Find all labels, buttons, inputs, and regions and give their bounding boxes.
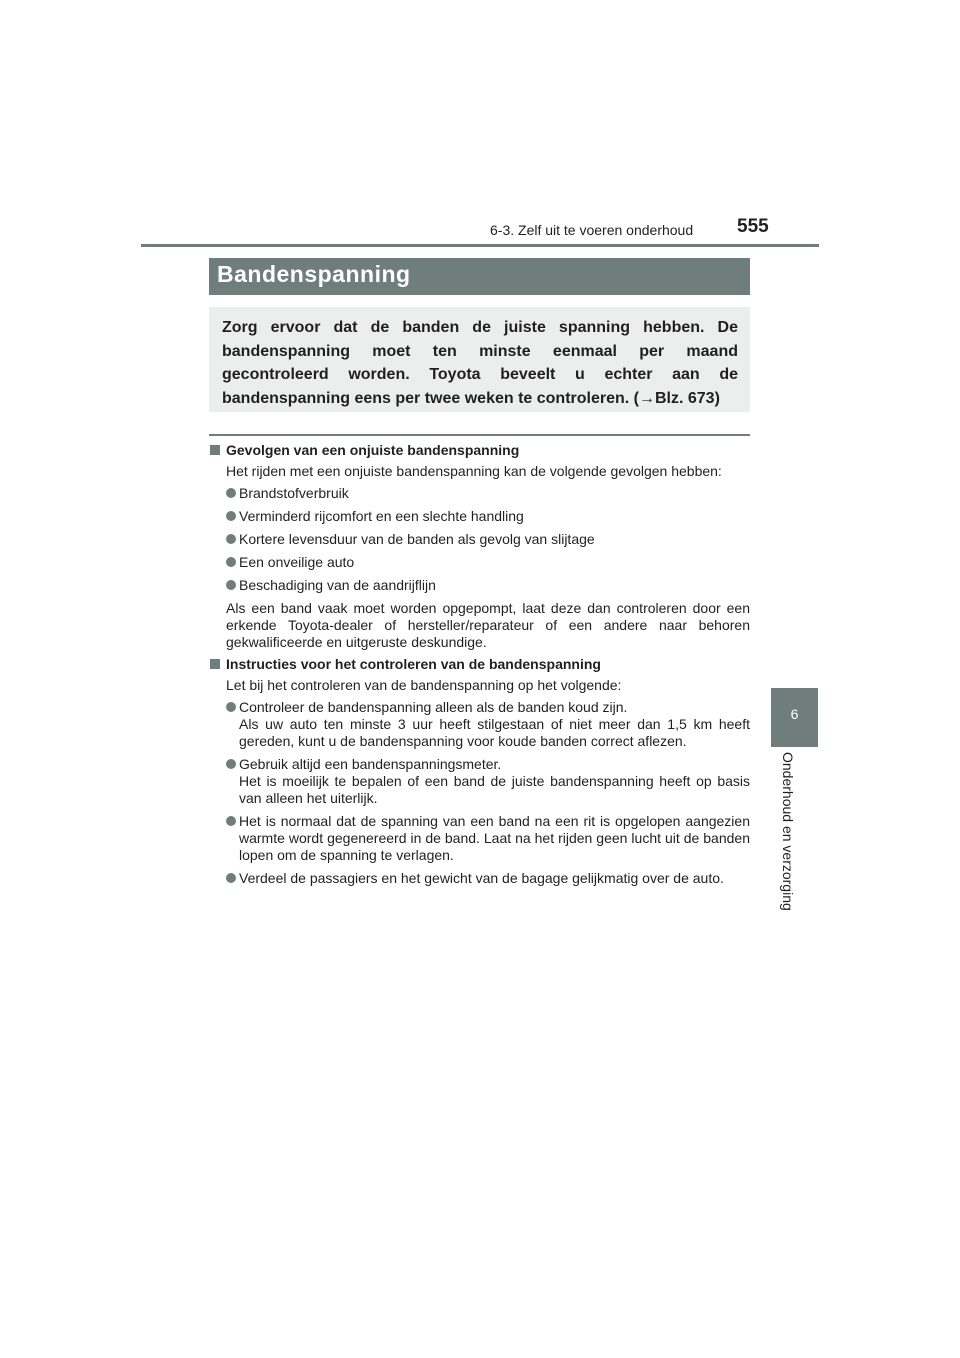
header-divider (141, 244, 819, 247)
circle-bullet-icon (226, 580, 236, 590)
list-item-text: Controleer de bandenspanning alleen als de banden koud zijn. (239, 699, 628, 715)
list-item (226, 485, 750, 502)
page-reference-link[interactable]: Blz. 673) (654, 389, 720, 407)
block-lead: Het rijden met een onjuiste bandenspanning kan de volgende gevolgen hebben: (226, 463, 722, 479)
chapter-tab (771, 688, 818, 747)
block-heading (210, 656, 750, 673)
block-heading-text: Instructies voor het controleren van de bandenspanning (226, 656, 601, 672)
list-item-text: Het is normaal dat de spanning van een band na een rit is opgelopen aangezien warmte wordt gegenereerd in de band. Laat na het rijden geen lucht uit de banden lopen om de spanning te verlagen. (239, 813, 750, 863)
section-title-bar (209, 258, 750, 295)
list-item (226, 577, 750, 594)
square-bullet-icon (210, 659, 220, 669)
chapter-tab-number: 6 (790, 706, 799, 722)
list-item (226, 756, 750, 807)
list-item-text: Brandstofverbruik (239, 485, 349, 501)
circle-bullet-icon (226, 511, 236, 521)
block-heading (210, 442, 750, 459)
content-body (210, 442, 750, 893)
block-lead: Let bij het controleren van de bandenspanning op het volgende: (226, 677, 622, 693)
list-item (226, 699, 750, 750)
chapter-title: 6-3. Zelf uit te voeren onderhoud (490, 222, 694, 238)
arrow-icon: → (638, 389, 655, 407)
circle-bullet-icon (226, 759, 236, 769)
list-item (226, 531, 750, 548)
circle-bullet-icon (226, 702, 236, 712)
list-item (226, 554, 750, 571)
intro-box (209, 307, 750, 412)
list-item-text: Verdeel de passagiers en het gewicht van de bagage gelijkmatig over de auto. (239, 870, 724, 886)
list-item-detail: Als uw auto ten minste 3 uur heeft stilgestaan of niet meer dan 1,5 km heeft gereden, kunt u de bandenspanning voor koude banden correct aflezen. (239, 716, 750, 749)
circle-bullet-icon (226, 816, 236, 826)
page-number: 555 (737, 216, 769, 237)
list-item (226, 870, 750, 887)
circle-bullet-icon (226, 488, 236, 498)
chapter-tab-label: Onderhoud en verzorging (780, 752, 796, 911)
list-item-detail: Het is moeilijk te bepalen of een band de juiste bandenspanning heeft op basis van alleen het uiterlijk. (239, 773, 750, 806)
circle-bullet-icon (226, 557, 236, 567)
list-item-text: Beschadiging van de aandrijflijn (239, 577, 436, 593)
list-item (226, 813, 750, 864)
intro-text: Zorg ervoor dat de banden de juiste spanning hebben. De bandenspanning moet ten minste eenmaal per maand gecontroleerd worden. Toyota beveelt u echter aan de bandenspanning eens per twee weken te controleren. ( (222, 319, 738, 407)
block-heading-text: Gevolgen van een onjuiste bandenspanning (226, 442, 520, 458)
section-title: Bandenspanning (217, 261, 411, 287)
list-item-text: Verminderd rijcomfort en een slechte handling (239, 508, 524, 524)
content-divider (209, 434, 750, 436)
square-bullet-icon (210, 445, 220, 455)
list-item-text: Een onveilige auto (239, 554, 355, 570)
block-closing: Als een band vaak moet worden opgepompt, laat deze dan controleren door een erkende Toyota-dealer of hersteller/reparateur of een andere naar behoren gekwalificeerde en uitgeruste deskundige. (226, 600, 750, 650)
list-item-text: Kortere levensduur van de banden als gevolg van slijtage (239, 531, 595, 547)
circle-bullet-icon (226, 534, 236, 544)
circle-bullet-icon (226, 873, 236, 883)
list-item (226, 508, 750, 525)
list-item-text: Gebruik altijd een bandenspanningsmeter. (239, 756, 502, 772)
